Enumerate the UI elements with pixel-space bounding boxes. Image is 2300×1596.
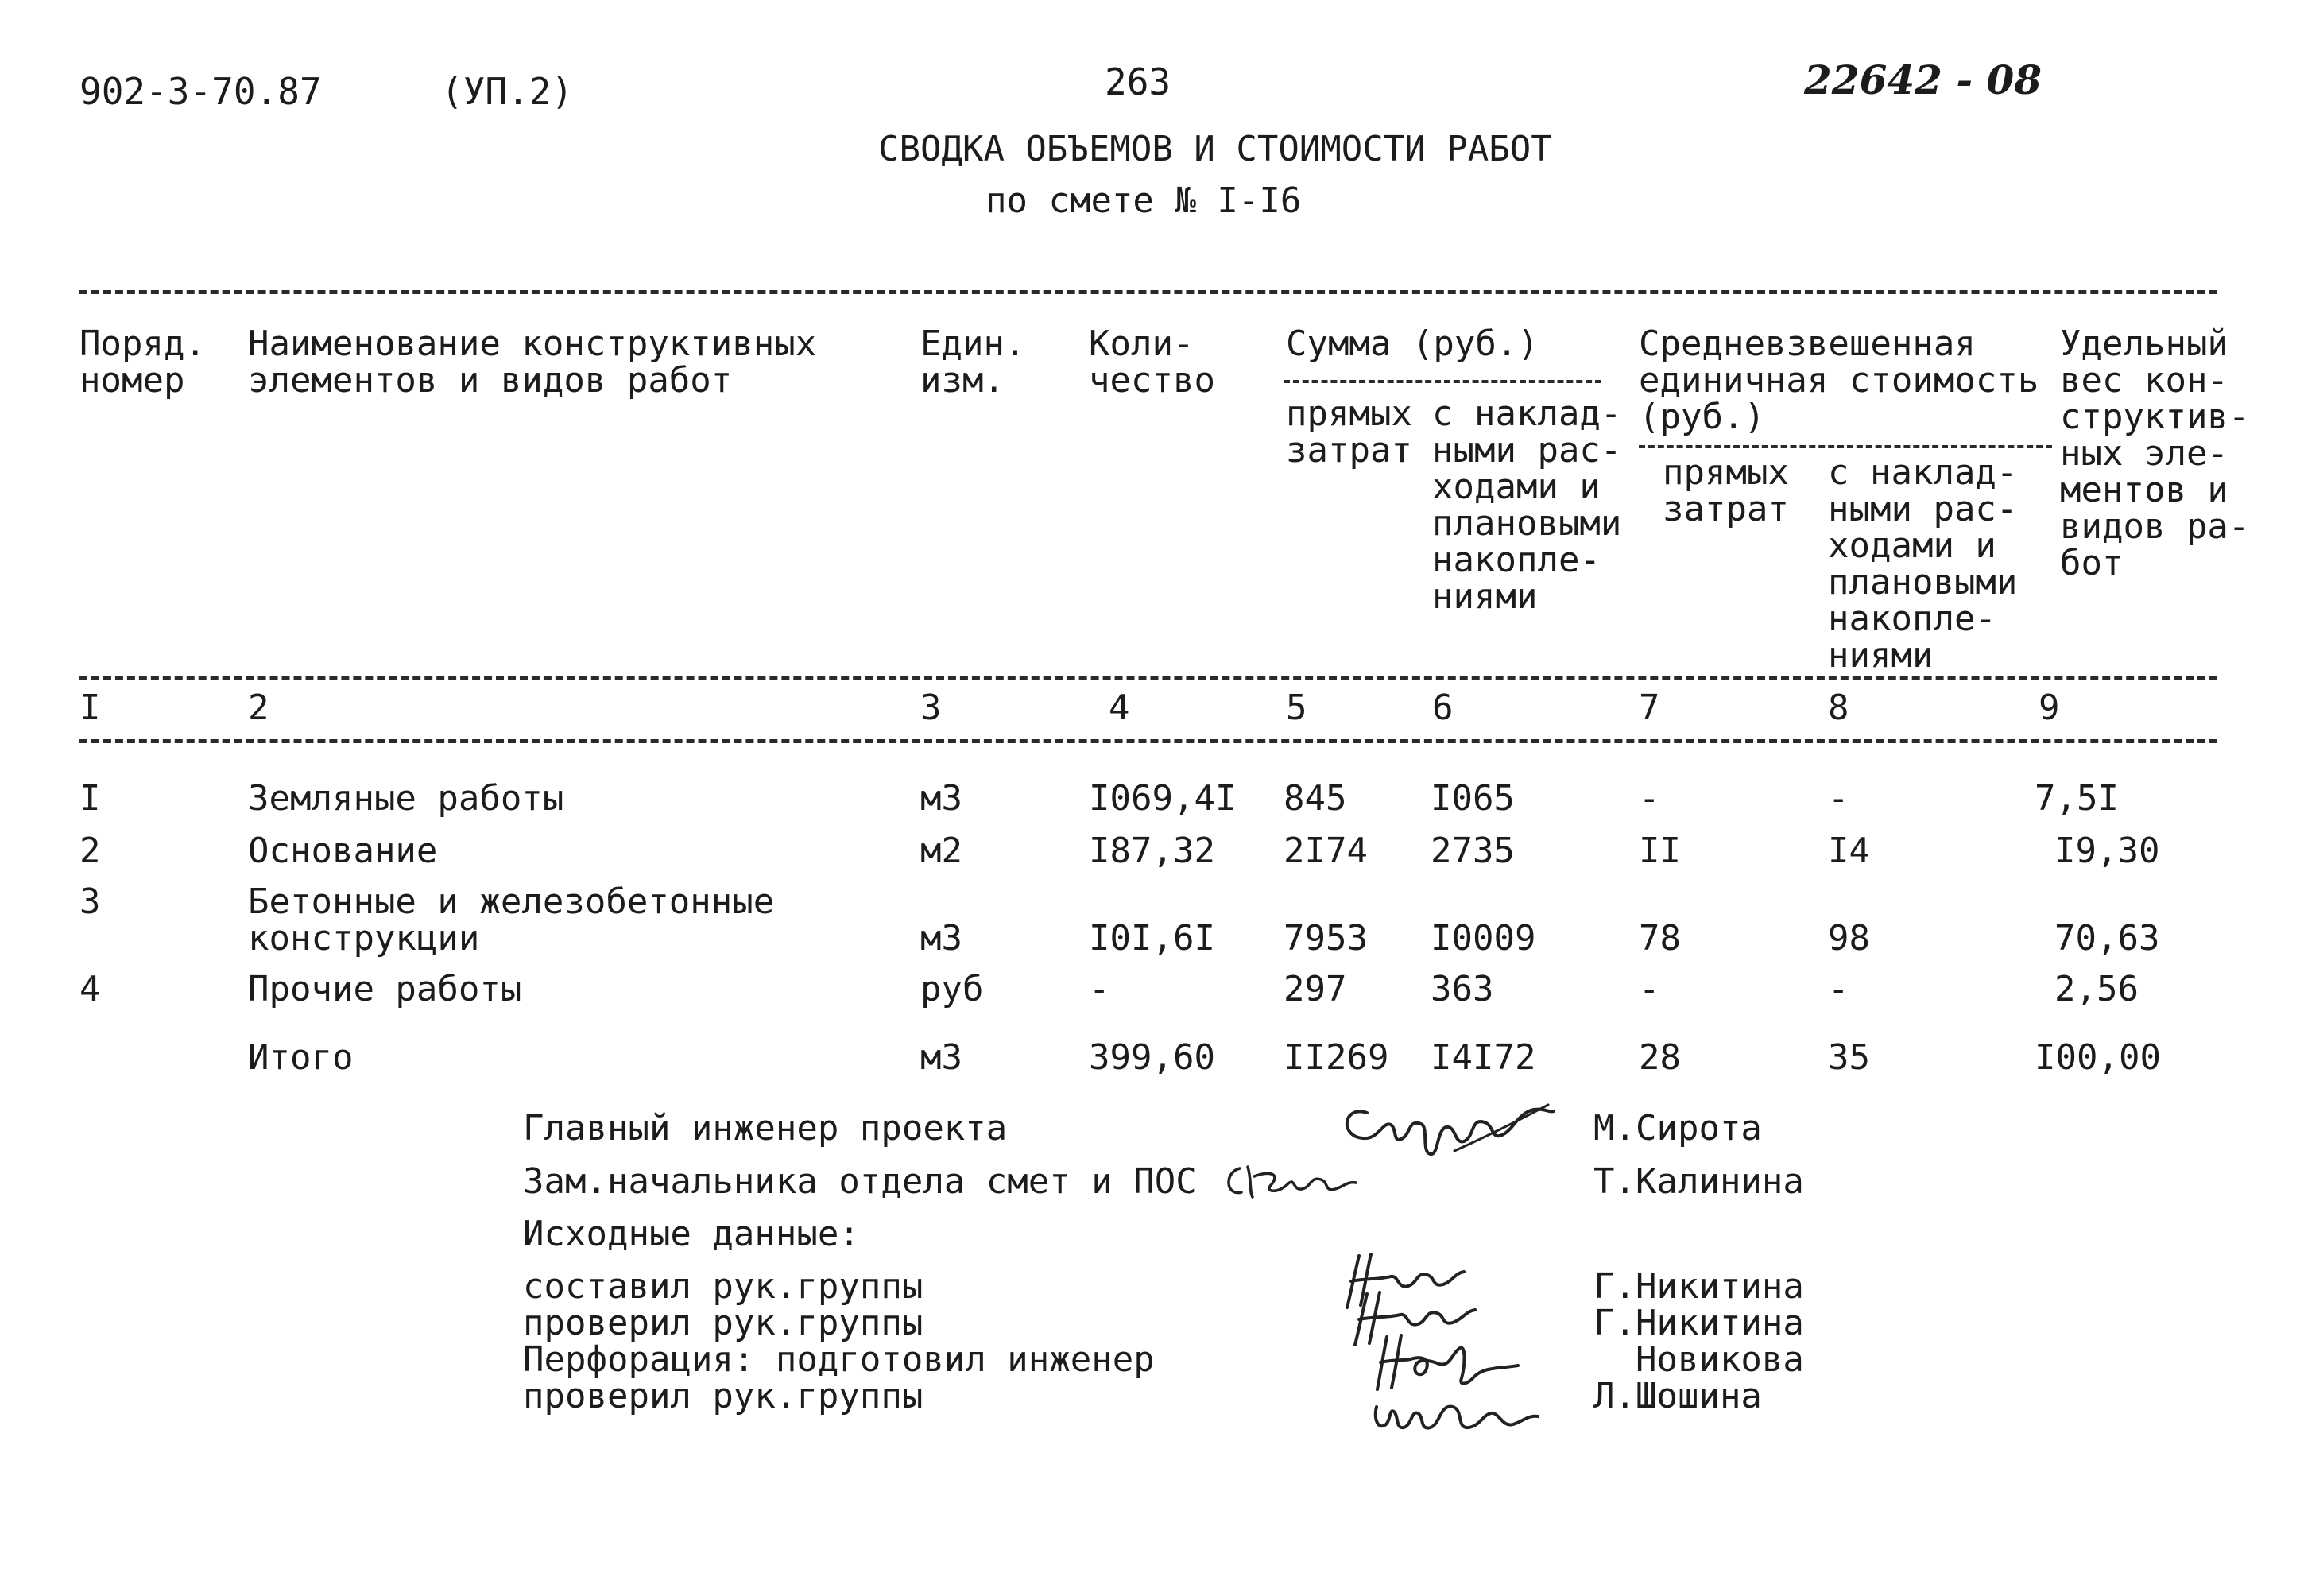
total-share: I00,00: [2035, 1037, 2161, 1078]
archive-number: 22642 - 08: [1804, 56, 2043, 103]
row-avg-direct: -: [1639, 778, 1660, 819]
row-direct-costs: 2I74: [1284, 831, 1368, 871]
total-label: Итого: [248, 1037, 354, 1078]
avg-group-rule: [1639, 445, 2052, 448]
header-sum-group: Сумма (руб.): [1286, 323, 1539, 364]
source-data-label: Исходные данные:: [523, 1214, 860, 1254]
row-avg-direct: II: [1639, 831, 1681, 871]
column-number-9: 9: [2039, 688, 2060, 728]
column-number-8: 8: [1828, 688, 1849, 728]
header-avg-group: Средневзвешенная единичная стоимость (руб.): [1639, 323, 2039, 437]
row-name: Прочие работы: [248, 969, 522, 1009]
row-unit: м3: [920, 918, 962, 959]
row-number: 4: [79, 969, 101, 1009]
header-avg-direct: прямых затрат: [1663, 452, 1789, 529]
total-direct-costs: II269: [1284, 1037, 1389, 1078]
page-number: 263: [1105, 60, 1171, 103]
row-quantity: -: [1089, 969, 1110, 1009]
row-overhead-costs: I0009: [1431, 918, 1536, 959]
sum-group-rule: [1284, 380, 1601, 383]
row-avg-overhead: -: [1828, 969, 1849, 1009]
column-number-4: 4: [1109, 688, 1130, 728]
row-avg-overhead: -: [1828, 778, 1849, 819]
row-name: Бетонные и железобетонные конструкции: [248, 881, 775, 959]
header-unit: Един. изм.: [920, 323, 1026, 401]
row-avg-direct: 78: [1639, 918, 1681, 959]
row-share: 7,5I: [2035, 778, 2119, 819]
row-unit: м3: [920, 778, 962, 819]
total-quantity: 399,60: [1089, 1037, 1215, 1078]
header-direct-costs: прямых затрат: [1286, 393, 1412, 471]
deputy-role: Зам.начальника отдела смет и ПОС: [523, 1161, 1197, 1202]
row-share: 2,56: [2054, 969, 2139, 1009]
row-avg-overhead: I4: [1828, 831, 1870, 871]
row-unit: м2: [920, 831, 962, 871]
deputy-name: Т.Калинина: [1593, 1161, 1804, 1202]
row-overhead-costs: 2735: [1431, 831, 1515, 871]
row-direct-costs: 297: [1284, 969, 1347, 1009]
row-direct-costs: 845: [1284, 778, 1347, 819]
column-number-6: 6: [1432, 688, 1454, 728]
album-number: (УП.2): [441, 70, 574, 113]
page-title: СВОДКА ОБЪЕМОВ И СТОИМОСТИ РАБОТ: [878, 129, 1552, 169]
total-avg-overhead: 35: [1828, 1037, 1870, 1078]
header-share: Удельный вес кон- структив- ных эле- ментов и видов ра- бот: [2060, 323, 2250, 583]
row-overhead-costs: I065: [1431, 778, 1515, 819]
row-share: I9,30: [2054, 831, 2160, 871]
chief-engineer-name: М.Сирота: [1593, 1108, 1762, 1149]
header-element-name: Наименование конструктивных элементов и видов работ: [248, 323, 817, 401]
header-overhead-costs: с наклад- ными рас- ходами и плановыми накопле- ниями: [1432, 393, 1622, 617]
total-unit: м3: [920, 1037, 962, 1078]
total-avg-direct: 28: [1639, 1037, 1681, 1078]
row-direct-costs: 7953: [1284, 918, 1368, 959]
row-name: Основание: [248, 831, 438, 871]
row-avg-overhead: 98: [1828, 918, 1870, 959]
header-quantity: Коли- чество: [1089, 323, 1215, 401]
row-name: Земляные работы: [248, 778, 564, 819]
row-number: I: [79, 778, 101, 819]
chief-engineer-role: Главный инженер проекта: [523, 1108, 1008, 1149]
total-overhead-costs: I4I72: [1431, 1037, 1536, 1078]
header-avg-overhead: с наклад- ными рас- ходами и плановыми накопле- ниями: [1828, 452, 2018, 676]
signature-shoshina: [1367, 1383, 1542, 1439]
page-subtitle: по смете № I-I6: [985, 180, 1302, 221]
document-code: 902-3-70.87: [79, 70, 322, 113]
header-order-number: Поряд. номер: [79, 323, 206, 401]
row-unit: руб: [920, 969, 984, 1009]
row-number: 3: [79, 881, 101, 922]
column-numbers-top-rule: [79, 676, 2217, 680]
row-share: 70,63: [2054, 918, 2160, 959]
column-number-5: 5: [1286, 688, 1307, 728]
column-number-3: 3: [920, 688, 942, 728]
row-quantity: I069,4I: [1089, 778, 1237, 819]
row-overhead-costs: 363: [1431, 969, 1494, 1009]
column-number-1: I: [79, 688, 101, 728]
column-numbers-bottom-rule: [79, 739, 2217, 743]
names-block: Г.Никитина Г.Никитина Новикова Л.Шошина: [1593, 1266, 1804, 1416]
signature-kalinina: [1216, 1152, 1375, 1208]
row-number: 2: [79, 831, 101, 871]
roles-block: составил рук.группы проверил рук.группы Перфорация: подготовил инженер проверил рук.группы: [523, 1266, 1155, 1416]
column-number-7: 7: [1639, 688, 1660, 728]
column-number-2: 2: [248, 688, 269, 728]
row-avg-direct: -: [1639, 969, 1660, 1009]
row-quantity: I87,32: [1089, 831, 1215, 871]
table-top-rule: [79, 290, 2217, 294]
row-quantity: I0I,6I: [1089, 918, 1215, 959]
